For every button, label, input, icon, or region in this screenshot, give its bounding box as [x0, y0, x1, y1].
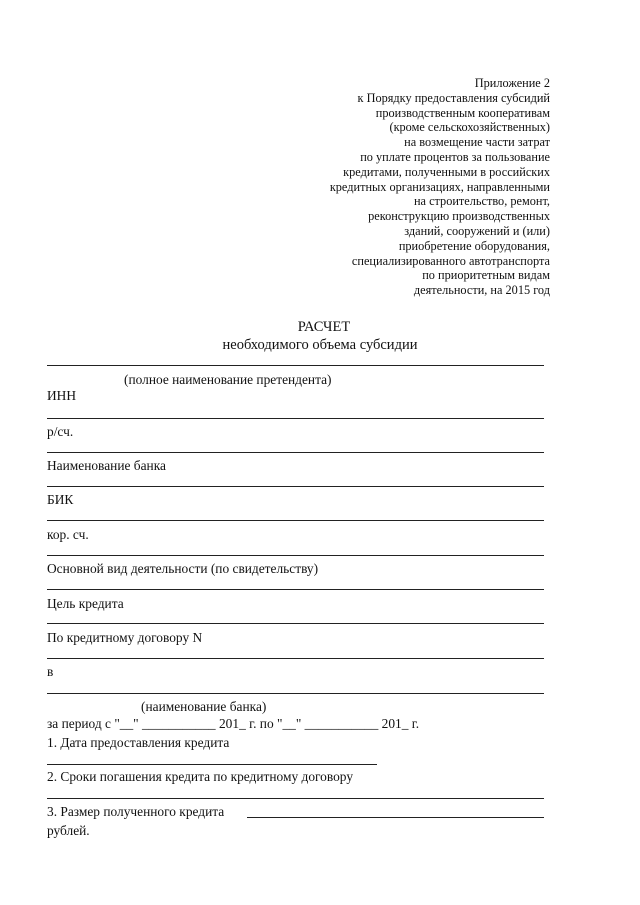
bank-name-label: Наименование банка	[47, 458, 166, 473]
inn-label: ИНН	[47, 388, 77, 403]
item2-field[interactable]	[47, 798, 544, 799]
account-field[interactable]	[47, 452, 544, 453]
loan-agreement-label: По кредитному договору N	[47, 630, 203, 645]
item1-field[interactable]	[47, 764, 377, 765]
main-activity-label: Основной вид деятельности (по свидетельству)	[47, 561, 319, 576]
item3-field[interactable]	[247, 817, 544, 818]
appendix-line: на возмещение части затрат	[404, 135, 550, 150]
corr-account-field[interactable]	[47, 555, 544, 556]
appendix-line: производственным кооперативам	[375, 105, 550, 120]
appendix-line: на строительство, ремонт,	[413, 194, 550, 209]
period-line[interactable]: за период с "__" ___________ 201_ г. по "__" ___________ 201_ г.	[47, 716, 420, 731]
rubles-label: рублей.	[47, 823, 90, 838]
appendix-line: приобретение оборудования,	[398, 238, 550, 253]
appendix-header	[250, 76, 550, 298]
loan-purpose-label: Цель кредита	[47, 596, 124, 611]
main-activity-field[interactable]	[47, 589, 544, 590]
loan-purpose-field[interactable]	[47, 623, 544, 624]
bik-label: БИК	[47, 492, 74, 507]
applicant-name-caption: (полное наименование претендента)	[124, 372, 332, 387]
bank-name-field[interactable]	[47, 486, 544, 487]
appendix-line: специализированного автотранспорта	[351, 253, 550, 268]
bank-name-caption: (наименование банка)	[141, 699, 267, 714]
title-subtitle: необходимого объема субсидии	[222, 337, 418, 353]
loan-agreement-field[interactable]	[47, 658, 544, 659]
item3-label: 3. Размер полученного кредита	[47, 804, 225, 819]
item1-label: 1. Дата предоставления кредита	[47, 735, 230, 750]
appendix-line: кредитных организациях, направленными	[329, 179, 550, 194]
appendix-line: реконструкцию производственных	[368, 209, 550, 224]
inn-field[interactable]	[47, 418, 544, 419]
appendix-line: зданий, сооружений и (или)	[404, 223, 550, 238]
in-label: в	[47, 664, 54, 679]
bik-field[interactable]	[47, 520, 544, 521]
appendix-line: кредитами, полученными в российских	[343, 164, 550, 179]
item2-label: 2. Сроки погашения кредита по кредитному договору	[47, 769, 354, 784]
corr-account-label: кор. сч.	[47, 527, 89, 542]
account-label: р/сч.	[47, 424, 74, 439]
appendix-line: (кроме сельскохозяйственных)	[389, 120, 550, 135]
title-main: РАСЧЕТ	[297, 319, 351, 335]
bank-of-loan-field[interactable]	[47, 693, 544, 694]
applicant-name-field[interactable]	[47, 365, 544, 366]
appendix-line: по уплате процентов за пользование	[360, 149, 550, 164]
appendix-line: к Порядку предоставления субсидий	[357, 90, 550, 105]
document-title	[0, 318, 640, 354]
appendix-line: деятельности, на 2015 год	[413, 283, 550, 298]
appendix-line: по приоритетным видам	[422, 268, 550, 283]
appendix-line: Приложение 2	[474, 76, 550, 90]
